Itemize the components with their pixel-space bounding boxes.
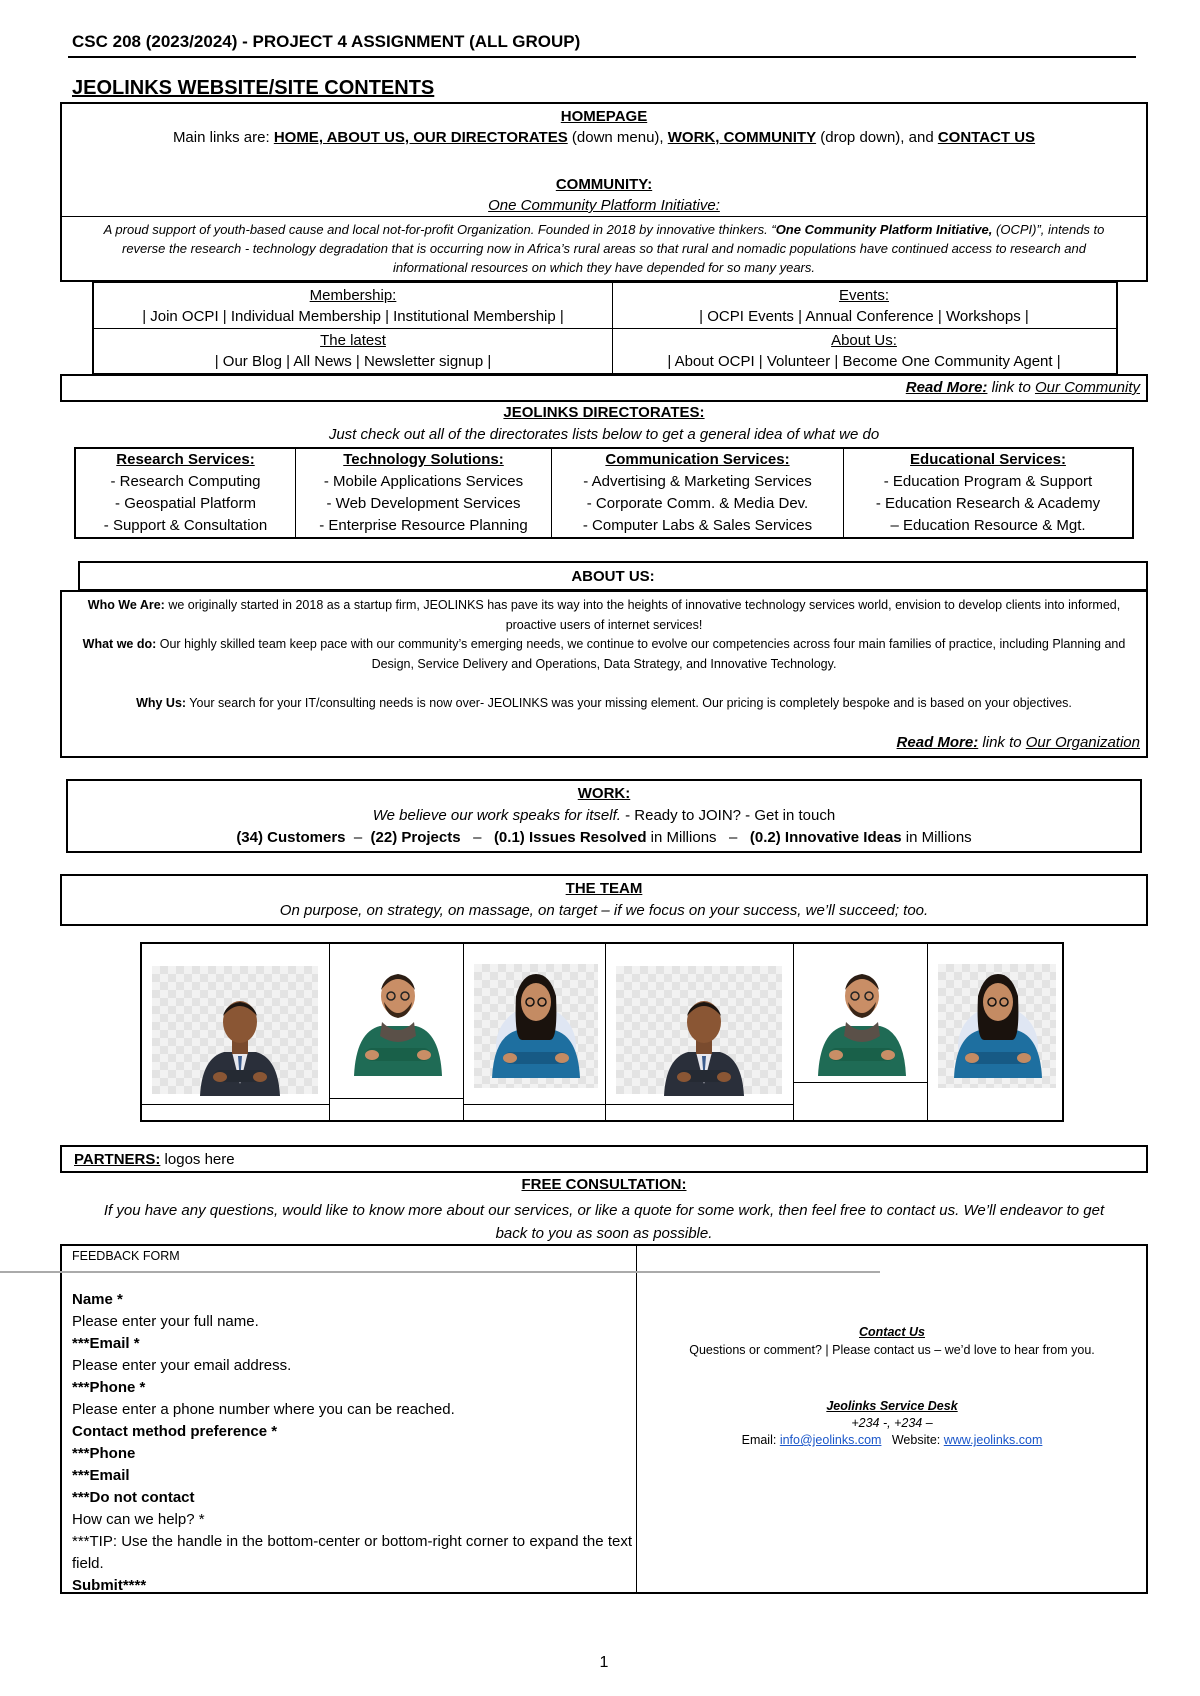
technology-solutions-col [296,449,552,537]
phone-field[interactable]: Please enter a phone number where you can be reached. [72,1401,455,1418]
ideas-stat: (0.2) Innovative Ideas [749,829,902,846]
research-services-col [76,449,296,537]
tip-text: ***TIP: Use the handle in the bottom-center or bottom-right corner to expand the text field. [72,1533,632,1572]
email-link[interactable]: info@jeolinks.com [779,1433,882,1447]
page-number: 1 [599,1654,609,1671]
service-desk-phones: +234 -, +234 – [851,1416,933,1430]
team-member-cell [928,944,1062,1120]
service-desk-title: Jeolinks Service Desk [826,1399,958,1413]
research-services-title: Research Services: [116,451,255,468]
membership-links[interactable]: | Join OCPI | Individual Membership | Institutional Membership | [142,308,564,325]
team-member-photo [658,986,750,1096]
about-heading-box [78,561,1148,591]
list-item: - Research Computing [110,473,261,490]
about-why: Why Us: Your search for your IT/consulting needs is now over- JEOLINKS was your missing element. Our pricing is completely bespoke and is based on your objectives. [136,696,1072,710]
educational-services-col [844,449,1132,537]
technology-solutions-title: Technology Solutions: [343,451,504,468]
website-link[interactable]: www.jeolinks.com [943,1433,1043,1447]
about-links[interactable]: | About OCPI | Volunteer | Become One Community Agent | [667,353,1061,370]
contact-us-heading: Contact Us [859,1325,925,1339]
team-member-photo [814,964,910,1076]
team-photos-grid [140,942,1064,1122]
communication-services-col [552,449,844,537]
team-member-photo [950,966,1046,1078]
contact-option-phone[interactable]: ***Phone [72,1445,136,1462]
links-contact[interactable]: CONTACT US [937,129,1036,146]
phone-label: ***Phone * [72,1379,146,1396]
partners-box [60,1145,1148,1173]
list-item: - Education Program & Support [883,473,1093,490]
contact-us-text: Questions or comment? | Please contact us – we’d love to hear from you. [689,1343,1095,1357]
about-who: Who We Are: we originally started in 2018 as a startup firm, JEOLINKS has pave its way into the heights of innovative technology services world, envision to develop clients into informed, proactive users of internet services! [87,598,1121,632]
membership-title: Membership: [309,287,397,304]
community-read-more[interactable]: Read More: link to Our Community [905,379,1140,396]
work-stats: (34) Customers – (22) Projects – (0.1) Issues Resolved in Millions – (0.2) Innovative Ideas in Millions [236,829,972,846]
issues-stat: (0.1) Issues Resolved [493,829,647,846]
team-member-photo [488,966,584,1078]
projects-stat: (22) Projects [370,829,461,846]
team-member-cell [330,944,464,1120]
links-mid1: (down menu), [567,129,668,146]
community-subheading: One Community Platform Initiative: [488,197,720,214]
divider [62,216,1146,217]
list-item: - Geospatial Platform [115,495,256,512]
site-title: JEOLINKS WEBSITE/SITE CONTENTS [72,77,435,99]
contact-method-label: Contact method preference * [72,1423,278,1440]
list-item: - Enterprise Resource Planning [319,517,528,534]
feedback-form [72,1289,632,1597]
email-field[interactable]: Please enter your email address. [72,1357,292,1374]
communication-services-title: Communication Services: [605,451,790,468]
consultation-heading: FREE CONSULTATION: [521,1176,687,1193]
list-item: - Mobile Applications Services [323,473,524,490]
partners-label: PARTNERS: logos here [74,1151,235,1168]
educational-services-title: Educational Services: [910,451,1066,468]
directorates-subheading: Just check out all of the directorates lists below to get a general idea of what we do [328,426,880,443]
links-work[interactable]: WORK, COMMUNITY [667,129,817,146]
divider [0,1271,880,1273]
list-item: – Education Resource & Mgt. [890,517,1086,534]
homepage-main-links [62,129,1146,146]
team-heading: THE TEAM [565,880,643,897]
work-box [66,779,1142,853]
email-label: ***Email * [72,1335,140,1352]
consultation-text: If you have any questions, would like to know more about our services, or like a quote for some work, then feel free to contact us. We’ll endeavor to get back to you as soon as possible. [103,1202,1105,1242]
about-title: About Us: [831,332,897,349]
team-box [60,874,1148,926]
homepage-heading: HOMEPAGE [560,108,648,125]
team-member-cell [142,944,330,1120]
list-item: - Support & Consultation [103,517,268,534]
work-heading: WORK: [577,785,631,802]
team-member-cell [794,944,928,1120]
feedback-form-title: FEEDBACK FORM [72,1249,180,1263]
list-item: - Education Research & Academy [875,495,1101,512]
list-item: - Web Development Services [326,495,521,512]
submit-button[interactable]: Submit**** [72,1577,147,1594]
team-member-photo [194,986,286,1096]
name-field[interactable]: Please enter your full name. [72,1313,259,1330]
links-main[interactable]: HOME, ABOUT US, OUR DIRECTORATES [273,129,568,146]
team-tagline: On purpose, on strategy, on massage, on target – if we focus on your success, we’ll succeed; too. [279,902,929,919]
contact-option-none[interactable]: ***Do not contact [72,1489,195,1506]
latest-links[interactable]: | Our Blog | All News | Newsletter signup | [214,353,492,370]
team-member-cell [464,944,606,1120]
team-member-photo [350,964,446,1076]
about-read-more[interactable]: Read More: link to Our Organization [896,734,1140,751]
team-member-cell [606,944,794,1120]
community-read-more-box [60,374,1148,402]
list-item: - Computer Labs & Sales Services [582,517,813,534]
latest-title: The latest [320,332,386,349]
directorates-grid [74,447,1134,539]
links-mid2: (drop down), and [816,129,938,146]
directorates-heading: JEOLINKS DIRECTORATES: [503,404,705,421]
events-links[interactable]: | OCPI Events | Annual Conference | Workshops | [699,308,1029,325]
links-prefix: Main links are: [172,129,274,146]
list-item: - Corporate Comm. & Media Dev. [586,495,809,512]
homepage-box [60,102,1148,282]
events-title: Events: [838,287,890,304]
about-box [60,590,1148,758]
contact-option-email[interactable]: ***Email [72,1467,130,1484]
community-links-grid [92,281,1118,375]
feedback-contact-box [60,1244,1148,1594]
work-tagline: We believe our work speaks for itself. - Ready to JOIN? - Get in touch [372,807,836,824]
community-intro: A proud support of youth-based cause and local not-for-profit Organization. Founded in 2018 by innovative thinkers. “One Community Platform Initiative, (OCPI)”, intends to reverse the research - technology degradation that is occurring now in Africa’s rural areas so that rural and nomadic populations have continued access to research and informational resources on which they have depended for so many years. [103,222,1105,275]
list-item: - Advertising & Marketing Services [583,473,812,490]
about-heading: ABOUT US: [571,568,655,585]
name-label: Name * [72,1291,123,1308]
contact-us-panel [638,1325,1146,1447]
help-field[interactable]: How can we help? * [72,1511,205,1528]
service-desk-contacts: Email: info@jeolinks.com Website: www.jeolinks.com [741,1433,1043,1447]
about-what: What we do: Our highly skilled team keep pace with our community’s emerging needs, we continue to evolve our competencies across four main families of practice, including Planning and Design, Service Delivery and Operations, Data Strategy, and Innovative Technology. [82,637,1126,671]
community-heading: COMMUNITY: [555,176,653,193]
document-header: CSC 208 (2023/2024) - PROJECT 4 ASSIGNMENT (ALL GROUP) [72,32,581,51]
customers-stat: (34) Customers [236,829,346,846]
header-rule [68,56,1136,58]
